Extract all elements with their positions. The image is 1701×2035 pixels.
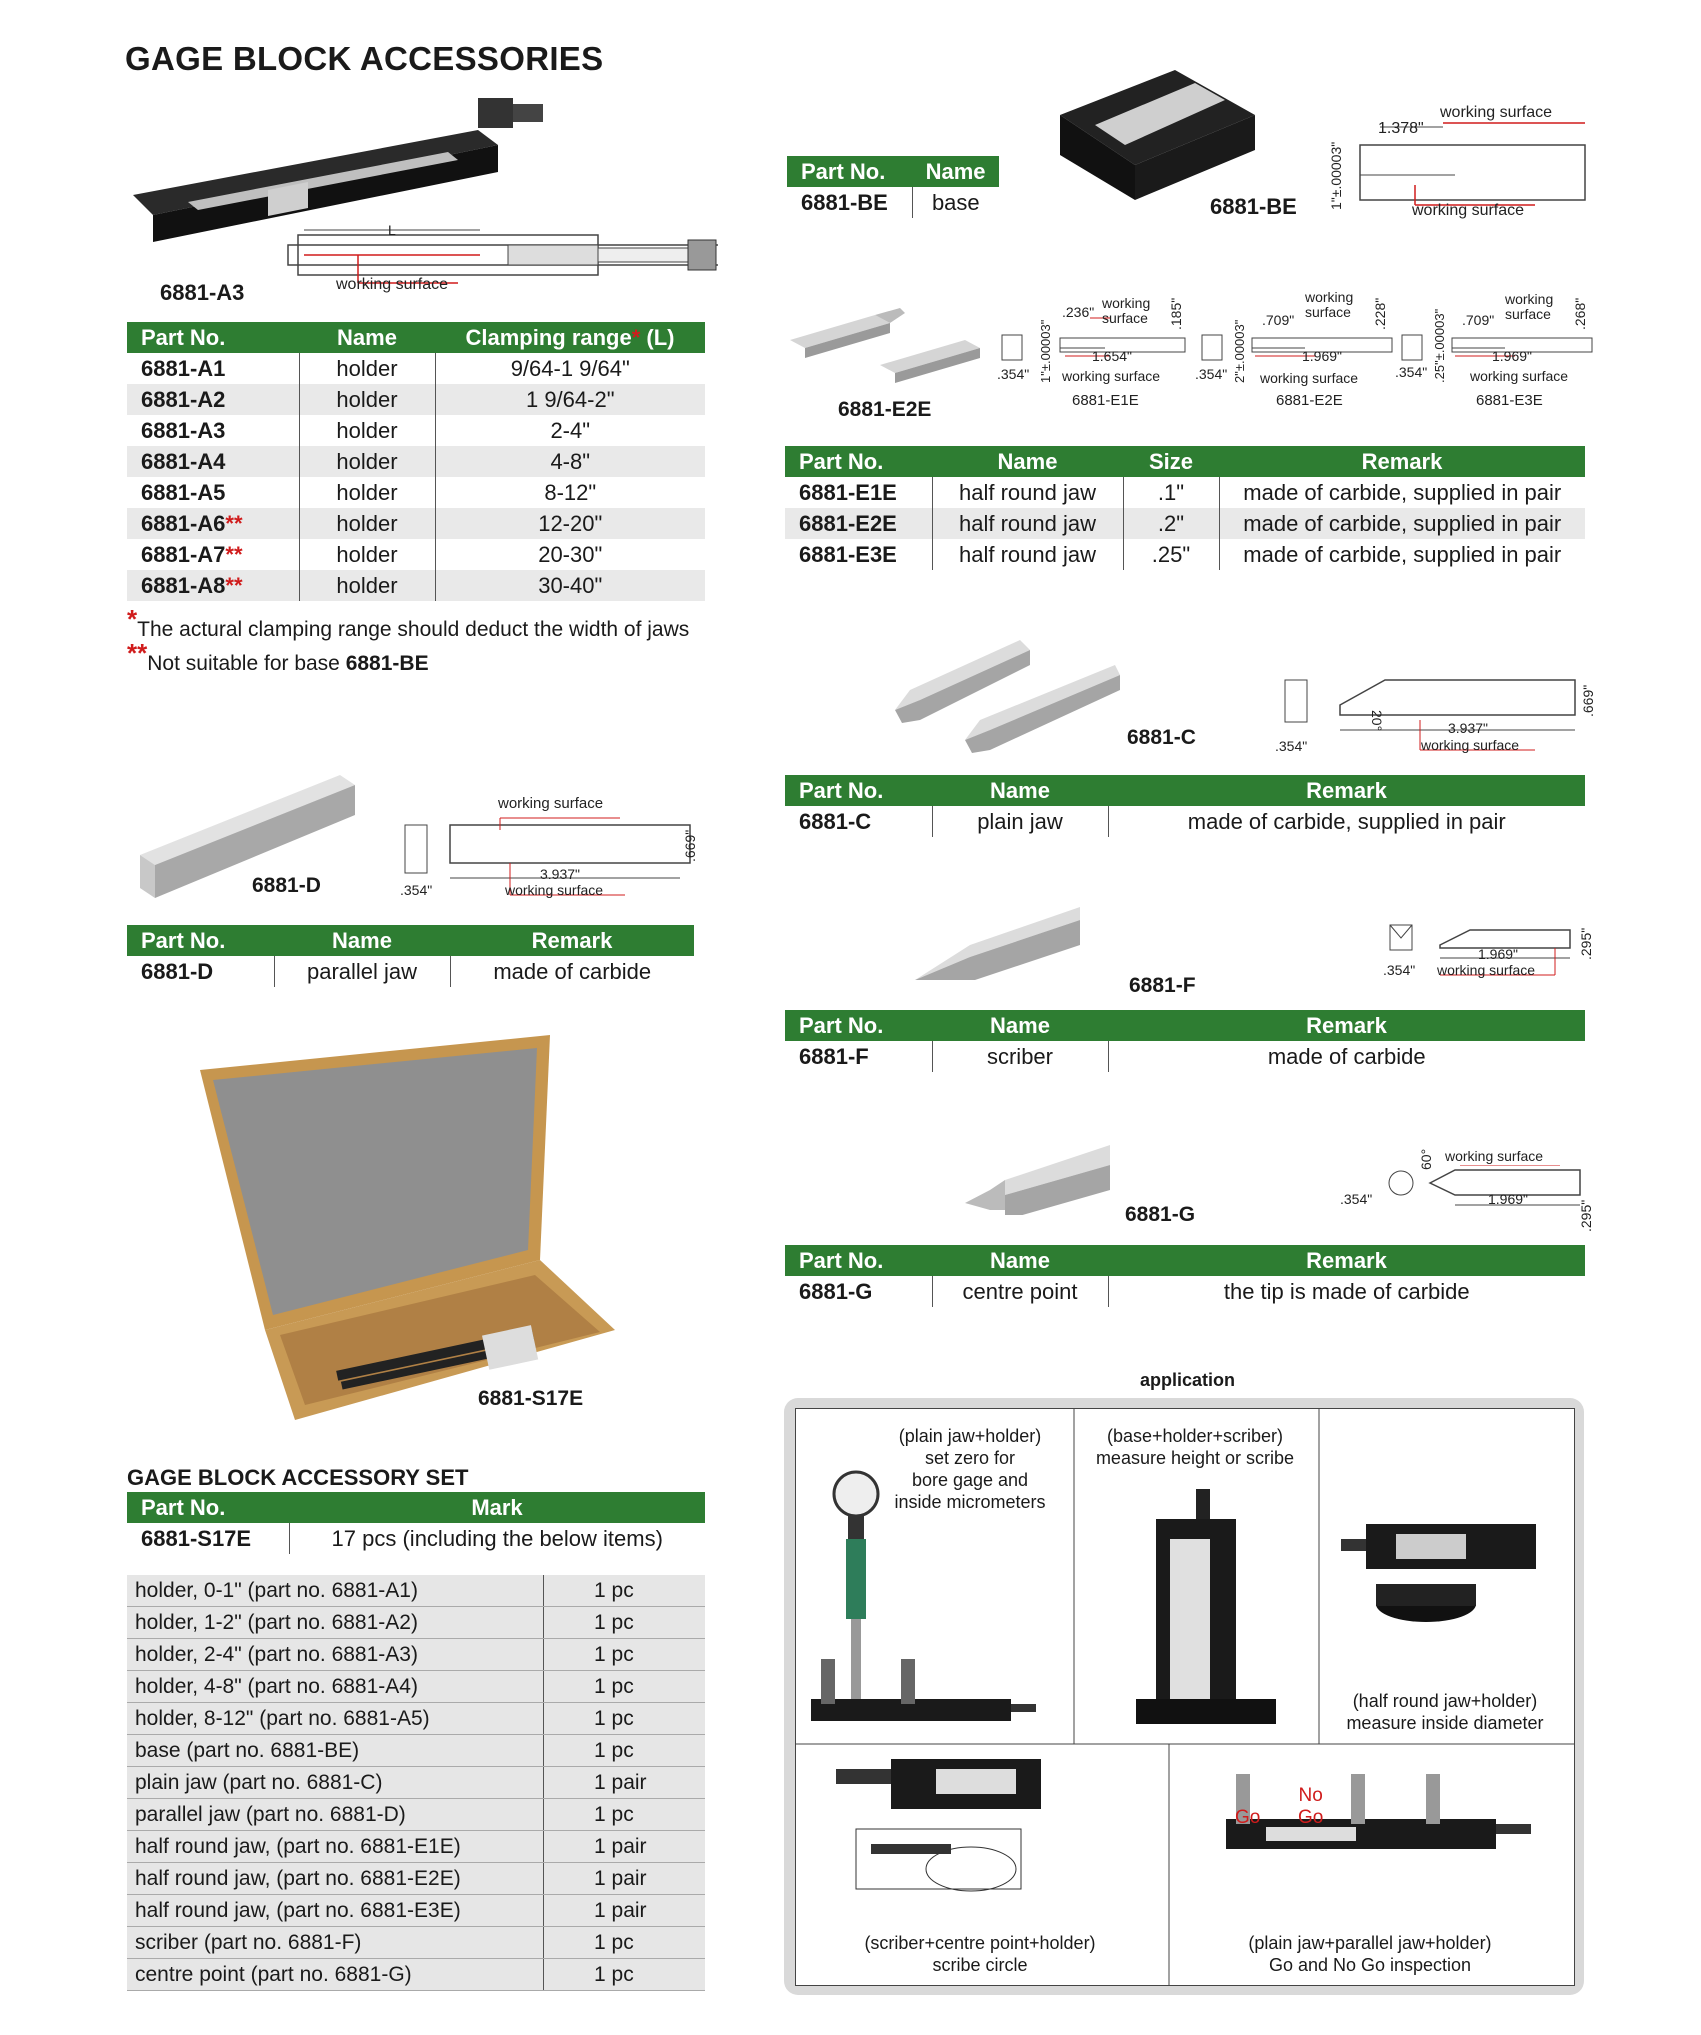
list-item: half round jaw, (part no. 6881-E3E) 1 pair bbox=[127, 1895, 705, 1927]
col-name: Name bbox=[299, 322, 435, 353]
table-row: 6881-A4 holder 4-8" bbox=[127, 446, 705, 477]
dim-thickness: .185" bbox=[1168, 297, 1184, 330]
dim-thickness: .228" bbox=[1372, 297, 1388, 330]
list-item: half round jaw, (part no. 6881-E1E) 1 pair bbox=[127, 1831, 705, 1863]
table-row: 6881-A5 holder 8-12" bbox=[127, 477, 705, 508]
dim-length: 1.969" bbox=[1488, 1191, 1529, 1207]
col-part-no: Part No. bbox=[785, 1010, 932, 1041]
page-title: GAGE BLOCK ACCESSORIES bbox=[125, 40, 604, 77]
set-table bbox=[127, 1492, 705, 1554]
working-surface-label: working surface bbox=[1102, 295, 1151, 326]
table-row: 6881-A3 holder 2-4" bbox=[127, 415, 705, 446]
dim-width: .354" bbox=[997, 366, 1030, 382]
product-label-c: 6881-C bbox=[1127, 726, 1196, 749]
half-round-jaw-table bbox=[785, 446, 1585, 570]
list-item: holder, 1-2" (part no. 6881-A2) 1 pc bbox=[127, 1607, 705, 1639]
dim-angle: 60° bbox=[1418, 1148, 1434, 1170]
table-row: 6881-C plain jaw made of carbide, supplied in pair bbox=[785, 806, 1585, 837]
dim-width: .354" bbox=[1383, 962, 1416, 978]
drawing-code: 6881-E2E bbox=[1276, 392, 1343, 409]
plain-jaw-illustration bbox=[890, 635, 1130, 755]
base-table bbox=[787, 156, 999, 218]
col-name: Name bbox=[932, 1010, 1108, 1041]
table-row: 6881-E3E half round jaw .25" made of carbide, supplied in pair bbox=[785, 539, 1585, 570]
col-part-no: Part No. bbox=[785, 775, 932, 806]
go-label: Go bbox=[1235, 1807, 1261, 1828]
dim-length: 1.969" bbox=[1478, 946, 1519, 962]
table-row: 6881-A1 holder 9/64-1 9/64" bbox=[127, 353, 705, 384]
product-label-a3: 6881-A3 bbox=[160, 280, 245, 305]
base-illustration bbox=[1055, 55, 1265, 205]
scriber-table bbox=[785, 1010, 1585, 1072]
product-label-f: 6881-F bbox=[1129, 974, 1196, 997]
no-go-label: No Go bbox=[1298, 1785, 1324, 1828]
list-item: holder, 2-4" (part no. 6881-A3) 1 pc bbox=[127, 1639, 705, 1671]
holder-table bbox=[127, 322, 705, 601]
application-caption-5: (plain jaw+parallel jaw+holder) Go and No Go inspection bbox=[1248, 1933, 1492, 1975]
application-caption-2: (base+holder+scriber) measure height or scribe bbox=[1095, 1426, 1295, 1468]
working-surface-label: working surface bbox=[1470, 368, 1569, 384]
dim-height: .669" bbox=[682, 829, 698, 862]
col-remark: Remark bbox=[1108, 1245, 1585, 1276]
working-surface-label: working surface bbox=[505, 882, 604, 898]
half-round-jaw-illustration bbox=[780, 285, 990, 385]
dim-top: .236" bbox=[1062, 304, 1095, 320]
dim-height: .669" bbox=[1580, 684, 1596, 717]
product-label-s17e: 6881-S17E bbox=[478, 1387, 584, 1410]
centre-point-illustration bbox=[960, 1135, 1120, 1215]
table-row: 6881-G centre point the tip is made of carbide bbox=[785, 1276, 1585, 1307]
dim-width: .354" bbox=[400, 882, 433, 898]
col-name: Name bbox=[932, 446, 1123, 477]
parallel-jaw-table bbox=[127, 925, 694, 987]
list-item: centre point (part no. 6881-G) 1 pc bbox=[127, 1959, 705, 1991]
list-item: holder, 4-8" (part no. 6881-A4) 1 pc bbox=[127, 1671, 705, 1703]
application-caption-1: (plain jaw+holder) set zero for bore gage and inside micrometers bbox=[894, 1426, 1046, 1512]
dim-l: L bbox=[388, 222, 396, 238]
working-surface-label: working surface bbox=[498, 795, 604, 812]
list-item: parallel jaw (part no. 6881-D) 1 pc bbox=[127, 1799, 705, 1831]
dim-height: 2"±.00003" bbox=[1232, 319, 1247, 383]
col-name: Name bbox=[932, 1245, 1108, 1276]
table-row: 6881-E1E half round jaw .1" made of carbide, supplied in pair bbox=[785, 477, 1585, 508]
product-label-g: 6881-G bbox=[1125, 1203, 1196, 1226]
col-part-no: Part No. bbox=[127, 322, 299, 353]
dim-width: .354" bbox=[1275, 738, 1308, 754]
list-item: half round jaw, (part no. 6881-E2E) 1 pair bbox=[127, 1863, 705, 1895]
table-row: 6881-A8** holder 30-40" bbox=[127, 570, 705, 601]
dim-width: .354" bbox=[1395, 364, 1428, 380]
list-item: plain jaw (part no. 6881-C) 1 pair bbox=[127, 1767, 705, 1799]
dim-top: .709" bbox=[1262, 312, 1295, 328]
col-name: Name bbox=[912, 156, 999, 187]
dim-length: 1.969" bbox=[1302, 348, 1343, 364]
dim-length: 3.937" bbox=[540, 866, 581, 882]
list-item: scriber (part no. 6881-F) 1 pc bbox=[127, 1927, 705, 1959]
dim-height: .295" bbox=[1578, 1199, 1594, 1232]
working-surface-label: working surface bbox=[336, 276, 449, 293]
table-row: 6881-A2 holder 1 9/64-2" bbox=[127, 384, 705, 415]
drawing-code: 6881-E3E bbox=[1476, 392, 1543, 409]
dim-height: 1"±.00003" bbox=[1328, 141, 1344, 210]
table-row: 6881-S17E 17 pcs (including the below items) bbox=[127, 1523, 705, 1554]
application-title: application bbox=[1140, 1370, 1236, 1390]
dim-length: 1.654" bbox=[1092, 348, 1133, 364]
col-remark: Remark bbox=[1108, 1010, 1585, 1041]
col-remark: Remark bbox=[1108, 775, 1585, 806]
dim-height: .295" bbox=[1578, 927, 1594, 960]
note-1: *The actural clamping range should deduct the width of jaws bbox=[127, 604, 690, 641]
holder-illustration bbox=[128, 90, 718, 290]
list-item: base (part no. 6881-BE) 1 pc bbox=[127, 1735, 705, 1767]
dim-length: 3.937" bbox=[1448, 720, 1489, 736]
dim-top: .709" bbox=[1462, 312, 1495, 328]
col-part-no: Part No. bbox=[787, 156, 912, 187]
accessory-set-case-illustration bbox=[195, 1030, 615, 1425]
table-row: 6881-D parallel jaw made of carbide bbox=[127, 956, 694, 987]
note-2: **Not suitable for base 6881-BE bbox=[127, 638, 429, 675]
dim-angle: 20° bbox=[1369, 710, 1385, 732]
parallel-jaw-illustration bbox=[135, 770, 365, 905]
product-label-d: 6881-D bbox=[252, 874, 321, 897]
table-row: 6881-A6** holder 12-20" bbox=[127, 508, 705, 539]
drawing-code: 6881-E1E bbox=[1072, 392, 1139, 409]
working-surface-label: working surface bbox=[1421, 737, 1520, 753]
table-row: 6881-F scriber made of carbide bbox=[785, 1041, 1585, 1072]
set-title: GAGE BLOCK ACCESSORY SET bbox=[127, 1465, 469, 1490]
dim-height: 1"±.00003" bbox=[1038, 319, 1053, 383]
working-surface-label: working surface bbox=[1505, 291, 1554, 322]
centre-point-table bbox=[785, 1245, 1585, 1307]
set-items-table bbox=[127, 1575, 705, 1991]
working-surface-label: working surface bbox=[1437, 962, 1536, 978]
product-label-e2e: 6881-E2E bbox=[838, 398, 932, 421]
working-surface-label: working surface bbox=[1260, 370, 1359, 386]
col-clamping-range: Clamping range* (L) bbox=[435, 322, 705, 353]
application-caption-3: (half round jaw+holder) measure inside diameter bbox=[1346, 1691, 1544, 1733]
dim-thickness: .268" bbox=[1572, 297, 1588, 330]
working-surface-label: working surface bbox=[1445, 1148, 1544, 1164]
col-part-no: Part No. bbox=[785, 1245, 932, 1276]
application-caption-4: (scriber+centre point+holder) scribe circle bbox=[864, 1933, 1096, 1975]
working-surface-label: working surface bbox=[1305, 289, 1354, 320]
col-remark: Remark bbox=[450, 925, 694, 956]
working-surface-label: working surface bbox=[1440, 104, 1553, 121]
dim-length: 1.969" bbox=[1492, 348, 1533, 364]
col-remark: Remark bbox=[1219, 446, 1585, 477]
col-name: Name bbox=[274, 925, 450, 956]
dim-width: .354" bbox=[1340, 1191, 1373, 1207]
working-surface-label: working surface bbox=[1062, 368, 1161, 384]
dim-length: 1.378" bbox=[1378, 120, 1424, 137]
product-label-be: 6881-BE bbox=[1210, 194, 1297, 219]
col-name: Name bbox=[932, 775, 1108, 806]
centre-point-drawing bbox=[1380, 1165, 1590, 1230]
list-item: holder, 0-1" (part no. 6881-A1) 1 pc bbox=[127, 1575, 705, 1607]
plain-jaw-table bbox=[785, 775, 1585, 837]
col-part-no: Part No. bbox=[127, 1492, 289, 1523]
col-part-no: Part No. bbox=[127, 925, 274, 956]
dim-width: .354" bbox=[1195, 366, 1228, 382]
list-item: holder, 8-12" (part no. 6881-A5) 1 pc bbox=[127, 1703, 705, 1735]
scriber-illustration bbox=[910, 895, 1090, 985]
col-part-no: Part No. bbox=[785, 446, 932, 477]
col-mark: Mark bbox=[289, 1492, 705, 1523]
table-row: 6881-A7** holder 20-30" bbox=[127, 539, 705, 570]
working-surface-label: working surface bbox=[1412, 202, 1525, 219]
table-row: 6881-BE base bbox=[787, 187, 999, 218]
col-size: Size bbox=[1123, 446, 1219, 477]
dim-height: .25"±.00003" bbox=[1432, 308, 1447, 383]
table-row: 6881-E2E half round jaw .2" made of carbide, supplied in pair bbox=[785, 508, 1585, 539]
